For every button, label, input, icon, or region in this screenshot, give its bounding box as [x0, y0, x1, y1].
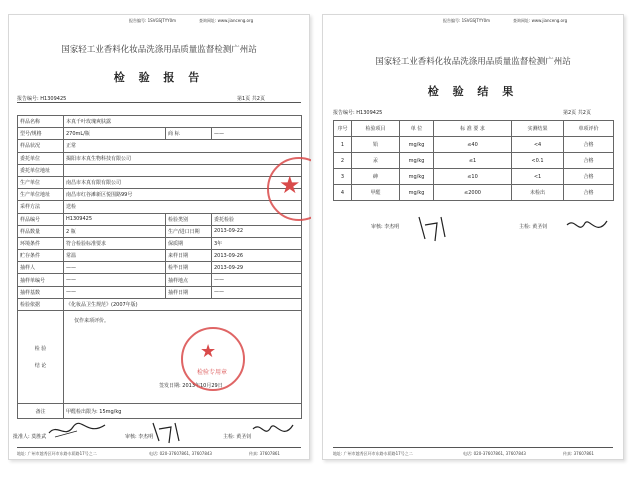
report-code-topline: 报告编号: 1SVGSJTYY0m [443, 18, 491, 23]
conclusion-label-line-2: 结 论 [34, 363, 47, 369]
table-row [18, 128, 302, 140]
header-rule [17, 102, 301, 103]
row-label: 抽样基数 [18, 286, 64, 298]
cell-requirement: ≤10 [434, 169, 512, 185]
table-row [18, 225, 302, 237]
row-label: 抽样单编号 [18, 274, 64, 286]
row-label: 样品数量 [18, 225, 64, 237]
stamp-star-icon: ★ [279, 171, 301, 199]
stamp-text: 检验专用章 [197, 369, 228, 376]
agency-name: 国家轻工业香料化妆品洗涤用品质量监督检测广州站 [61, 45, 257, 55]
row-value: —— [64, 274, 166, 286]
row-value: 送检 [64, 201, 302, 213]
agency-name: 国家轻工业香料化妆品洗涤用品质量监督检测广州站 [375, 57, 571, 67]
row-value: 揭阳市本真生物科技有限公司 [64, 152, 302, 164]
cell-result: <1 [512, 169, 564, 185]
row-value: 2 瓶 [64, 225, 166, 237]
row-value: 常温 [64, 250, 166, 262]
row-label: 生产单位地址 [18, 189, 64, 201]
conclusion-label [18, 311, 64, 404]
row-label-2: 抽样日期 [166, 286, 212, 298]
column-header: 实测结果 [512, 121, 564, 137]
footer-address: 地址: 广州市越秀区环市东路水荫路17号之二 [333, 451, 413, 456]
row-value: —— [64, 286, 166, 298]
row-label: 样品编号 [18, 213, 64, 225]
footer-phone: 电话: 020-37607861, 37607843 [463, 451, 526, 456]
row-label: 环境条件 [18, 237, 64, 249]
checker-signature [249, 419, 297, 445]
cell-unit: mg/kg [400, 137, 434, 153]
row-value-2: 2013-09-26 [212, 250, 302, 262]
row-label-2: 检验类别 [166, 213, 212, 225]
approver: 批准人: 莫胜武 [13, 434, 47, 440]
row-label: 样品名称 [18, 116, 64, 128]
cell-evaluation: 合格 [564, 153, 614, 169]
report-number: 报告编号: H1309425 [17, 96, 67, 102]
table-row [18, 189, 302, 201]
cell-requirement: ≤40 [434, 137, 512, 153]
row-label: 贮存条件 [18, 250, 64, 262]
row-value-2: —— [212, 286, 302, 298]
row-value: 南昌市红谷滩新区悦围路99号 [64, 189, 302, 201]
column-header: 标 准 要 求 [434, 121, 512, 137]
table-row [18, 262, 302, 274]
table-row [334, 169, 614, 185]
table-header-row [334, 121, 614, 137]
table-row [334, 137, 614, 153]
table-row [18, 213, 302, 225]
row-value: H1309425 [64, 213, 166, 225]
row-value: 符合检验标准要求 [64, 237, 166, 249]
cell-no: 3 [334, 169, 352, 185]
row-label: 生产单位 [18, 176, 64, 188]
footer-rule [17, 447, 301, 448]
table-row [334, 185, 614, 201]
reviewer: 审核: 李杰明 [371, 224, 400, 230]
row-label-2: 检毕日期 [166, 262, 212, 274]
table-row [334, 153, 614, 169]
table-row [18, 201, 302, 213]
row-label: 委托单位地址 [18, 164, 64, 176]
cell-item: 铅 [352, 137, 400, 153]
cell-item: 汞 [352, 153, 400, 169]
table-row [18, 116, 302, 128]
row-label: 样品状况 [18, 140, 64, 152]
page-number: 第2页 共2页 [563, 110, 591, 116]
row-value: 270mL/瓶 [64, 128, 166, 140]
checker: 主检: 黄圣钊 [519, 224, 548, 230]
row-label: 委托单位 [18, 152, 64, 164]
cell-requirement: ≤2000 [434, 185, 512, 201]
footer-fax: 传真: 37607861 [563, 451, 594, 456]
reviewer-signature [415, 213, 451, 243]
table-row [18, 286, 302, 298]
row-value-2: 2013-09-22 [212, 225, 302, 237]
column-header: 检验项目 [352, 121, 400, 137]
cell-unit: mg/kg [400, 185, 434, 201]
row-value [64, 164, 302, 176]
cell-evaluation: 合格 [564, 169, 614, 185]
table-row [18, 140, 302, 152]
cell-unit: mg/kg [400, 153, 434, 169]
row-value-2: 2013-09-29 [212, 262, 302, 274]
table-row [18, 250, 302, 262]
row-label: 抽样人 [18, 262, 64, 274]
cell-evaluation: 合格 [564, 185, 614, 201]
row-value: 南昌市本真有限有限公司 [64, 176, 302, 188]
table-row [18, 176, 302, 188]
row-value-2: —— [212, 274, 302, 286]
page-title: 检 验 结 果 [427, 85, 519, 98]
column-header: 单项评价 [564, 121, 614, 137]
query-url-topline: 查询网址: www.jianceng.org [513, 18, 568, 23]
footer-address: 地址: 广州市越秀区环市东路水荫路17号之二 [17, 451, 97, 456]
row-value-2: 委托检验 [212, 213, 302, 225]
table-row [18, 152, 302, 164]
row-value: 正常 [64, 140, 302, 152]
table-row [18, 298, 302, 310]
row-value: 本真千叶玫瑰爽肤露 [64, 116, 302, 128]
table-row [18, 274, 302, 286]
cell-item: 甲醛 [352, 185, 400, 201]
conclusion-row [18, 311, 302, 404]
remark-label: 备注 [18, 404, 64, 419]
footer-rule [333, 447, 613, 448]
cell-result: <0.1 [512, 153, 564, 169]
reviewer: 审核: 李杰明 [125, 434, 154, 440]
checker-signature [563, 215, 611, 241]
page-title: 检 验 报 告 [113, 71, 205, 84]
issue-date: 签发日期: 2013年10月29日 [159, 383, 223, 389]
report-info-table [17, 115, 302, 419]
row-label: 型号/规格 [18, 128, 64, 140]
results-table [333, 120, 614, 201]
query-url-topline: 查询网址: www.jianceng.org [199, 18, 254, 23]
row-label-2: 生产/进口日期 [166, 225, 212, 237]
stamp-star-icon: ★ [200, 341, 217, 362]
reviewer-signature [149, 419, 189, 445]
remark-row [18, 404, 302, 419]
row-label-2: 商 标 [166, 128, 212, 140]
cell-no: 1 [334, 137, 352, 153]
row-label-2: 抽样地点 [166, 274, 212, 286]
row-value-2: 3年 [212, 237, 302, 249]
row-label-2: 保质期 [166, 237, 212, 249]
cell-no: 4 [334, 185, 352, 201]
page-number: 第1页 共2页 [237, 96, 265, 102]
report-number: 报告编号: H1309425 [333, 110, 383, 116]
cell-evaluation: 合格 [564, 137, 614, 153]
footer-fax: 传真: 37607861 [249, 451, 280, 456]
cell-requirement: ≤1 [434, 153, 512, 169]
table-row [18, 164, 302, 176]
cell-result: <4 [512, 137, 564, 153]
conclusion-text: 仅作来项评价。 [74, 318, 110, 324]
cell-unit: mg/kg [400, 169, 434, 185]
row-value-2: —— [212, 128, 302, 140]
approver-signature [47, 419, 107, 441]
report-code-topline: 报告编号: 1SVGSJTYY0m [129, 18, 177, 23]
report-page-2 [322, 14, 624, 460]
footer-phone: 电话: 020-37607861, 37607843 [149, 451, 212, 456]
report-page-1 [8, 14, 310, 460]
checker: 主检: 黄圣钊 [223, 434, 252, 440]
cell-result: 未检出 [512, 185, 564, 201]
cell-item: 砷 [352, 169, 400, 185]
basis-label: 检验依据 [18, 298, 64, 310]
basis-value: 《化妆品卫生规范》(2007年版) [64, 298, 302, 310]
remark-value: 甲醛检出限为: 15mg/kg [64, 404, 302, 419]
row-value: —— [64, 262, 166, 274]
cell-no: 2 [334, 153, 352, 169]
row-label-2: 来样日期 [166, 250, 212, 262]
column-header: 序号 [334, 121, 352, 137]
column-header: 单 位 [400, 121, 434, 137]
conclusion-label-line-1: 检 验 [34, 346, 47, 352]
row-label: 采样方法 [18, 201, 64, 213]
table-row [18, 237, 302, 249]
